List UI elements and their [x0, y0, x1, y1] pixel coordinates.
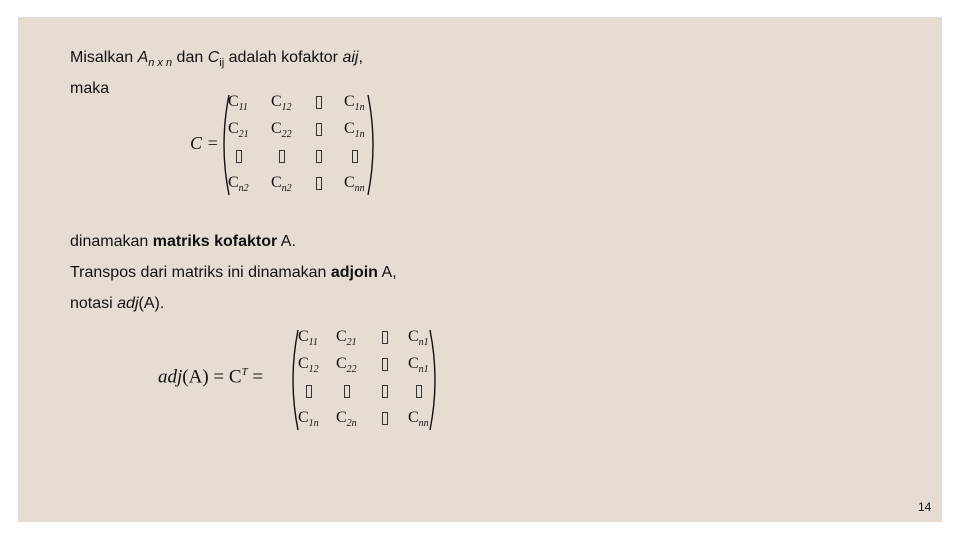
cell-subscript: n2	[238, 183, 249, 194]
cell-base: C	[298, 355, 309, 372]
matrix-cell	[271, 120, 292, 138]
cell-base: C	[408, 355, 419, 372]
aij-symbol: aij	[342, 49, 359, 66]
matrix-cell	[298, 355, 319, 373]
cell-subscript: 21	[346, 337, 357, 348]
cell-base: C	[336, 355, 347, 372]
cell-subscript: nn	[418, 418, 429, 429]
right-paren-icon	[366, 93, 380, 197]
cell-base: C	[298, 328, 309, 345]
matrix-cell	[336, 355, 357, 373]
cell-base: C	[336, 328, 347, 345]
matrix-cell	[408, 355, 429, 373]
matrix-cell	[271, 93, 292, 111]
intro-text: Misalkan	[70, 49, 138, 66]
kofaktor-pre: dinamakan	[70, 233, 153, 250]
matrix-a-symbol: A	[137, 49, 149, 66]
cell-subscript: 22	[346, 364, 357, 375]
missing-glyph-icon	[316, 123, 322, 136]
cell-subscript: 22	[281, 129, 292, 140]
matrix-cell	[408, 328, 429, 346]
cell-subscript: 12	[281, 102, 292, 113]
missing-glyph-icon	[316, 177, 322, 190]
page-number: 14	[918, 500, 932, 514]
cell-subscript: 12	[308, 364, 319, 375]
missing-glyph-icon	[316, 150, 322, 163]
matrix-cell	[228, 120, 249, 138]
matrix-cell	[228, 174, 249, 192]
matrix-cell	[336, 328, 357, 346]
kofaktor-post: A.	[277, 233, 296, 250]
adj-mid: (A) = C	[182, 366, 242, 388]
missing-glyph-icon	[352, 150, 358, 163]
slide	[18, 17, 942, 522]
adj-term: adj	[117, 295, 139, 312]
missing-glyph-icon	[382, 385, 388, 398]
adj-eq: =	[247, 366, 264, 388]
cell-base: C	[344, 93, 355, 110]
cell-base: C	[271, 174, 282, 191]
matrix-cell	[271, 174, 292, 192]
missing-glyph-icon	[382, 331, 388, 344]
cofactor-index: ij	[219, 57, 225, 69]
cell-subscript: n1	[418, 364, 429, 375]
missing-glyph-icon	[382, 412, 388, 425]
cell-base: C	[344, 174, 355, 191]
cell-subscript: 21	[238, 129, 249, 140]
cell-subscript: 1n	[354, 102, 365, 113]
missing-glyph-icon	[416, 385, 422, 398]
matrix-cell	[344, 120, 365, 138]
matrix-a-size: n x n	[148, 57, 173, 69]
kofaktor-line	[70, 233, 296, 251]
kofaktor-term: matriks kofaktor	[152, 233, 278, 250]
cell-subscript: n1	[418, 337, 429, 348]
missing-glyph-icon	[344, 385, 350, 398]
missing-glyph-icon	[382, 358, 388, 371]
intro-comma: ,	[358, 49, 363, 66]
cell-base: C	[228, 174, 239, 191]
matrix-cell	[344, 93, 365, 111]
adjoin-term: adjoin	[330, 264, 378, 281]
cell-subscript: 11	[308, 337, 318, 348]
adjoin-post: A,	[377, 264, 397, 281]
cell-subscript: 1n	[308, 418, 319, 429]
missing-glyph-icon	[306, 385, 312, 398]
intro-text-kofaktor: adalah kofaktor	[224, 49, 343, 66]
adjoin-line	[70, 264, 397, 282]
intro-line	[70, 49, 363, 67]
adjoint-matrix-lhs	[158, 366, 263, 388]
matrix-cell	[336, 409, 357, 427]
transpose-sup: T	[241, 366, 248, 378]
cell-subscript: 11	[238, 102, 248, 113]
adjoin-pre: Transpos dari matriks ini dinamakan	[70, 264, 331, 281]
cofactor-symbol: C	[207, 49, 220, 66]
notasi-pre: notasi	[70, 295, 118, 312]
notasi-line	[70, 295, 164, 313]
cell-subscript: 1n	[354, 129, 365, 140]
maka-text: maka	[70, 80, 110, 97]
matrix-cell	[344, 174, 365, 192]
intro-text-dan: dan	[172, 49, 208, 66]
cell-base: C	[408, 328, 419, 345]
notasi-post: (A).	[138, 295, 165, 312]
missing-glyph-icon	[279, 150, 285, 163]
cell-base: C	[271, 93, 282, 110]
cell-subscript: n2	[281, 183, 292, 194]
matrix-cell	[228, 93, 248, 111]
cofactor-matrix-lhs: C =	[190, 133, 219, 153]
matrix-cell	[298, 328, 318, 346]
matrix-cell	[298, 409, 319, 427]
cell-base: C	[344, 120, 355, 137]
cell-base: C	[408, 409, 419, 426]
right-paren-icon	[428, 328, 442, 432]
cell-subscript: nn	[354, 183, 365, 194]
cell-base: C	[228, 120, 239, 137]
missing-glyph-icon	[316, 96, 322, 109]
cell-subscript: 2n	[346, 418, 357, 429]
cell-base: C	[228, 93, 239, 110]
missing-glyph-icon	[236, 150, 242, 163]
cell-base: C	[336, 409, 347, 426]
matrix-cell	[408, 409, 429, 427]
cell-base: C	[298, 409, 309, 426]
cell-base: C	[271, 120, 282, 137]
adj-symbol: adj	[158, 366, 183, 388]
